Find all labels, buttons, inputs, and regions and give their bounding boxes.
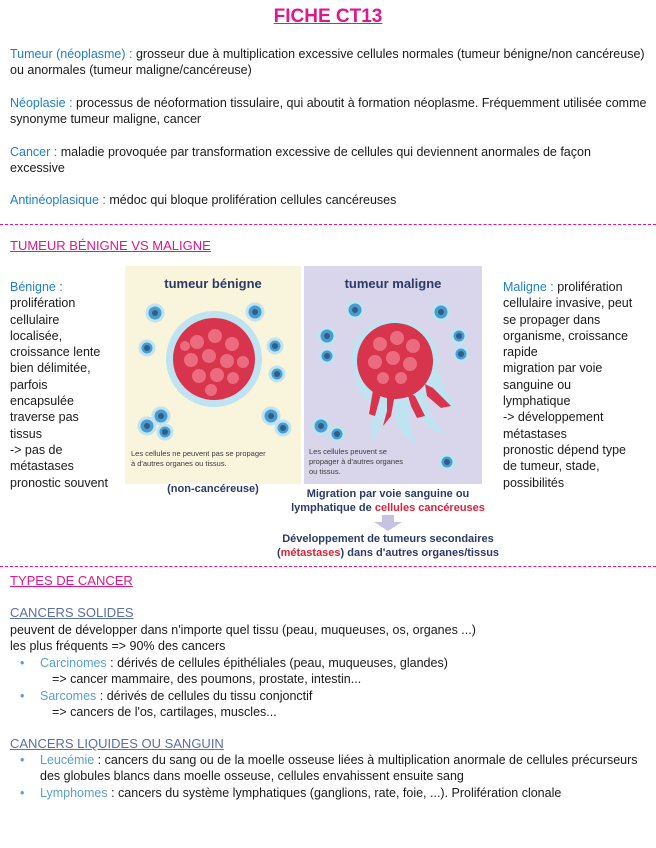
list-item-sub: => cancer mammaire, des poumons, prostate, intestin...	[52, 672, 362, 687]
bullet-icon: •	[20, 753, 25, 767]
maligne-description	[503, 279, 653, 491]
section-divider	[0, 566, 656, 567]
subheading-cancers-liquides: CANCERS LIQUIDES OU SANGUIN	[10, 736, 224, 751]
definition-cancer	[10, 144, 648, 176]
maligne-line: sanguine ou	[503, 377, 572, 392]
metastases-label	[270, 532, 506, 560]
down-arrow-icon	[371, 515, 405, 531]
maligne-line: pronostic dépend type	[503, 442, 627, 457]
malign-caption: propager à d'autres organes	[309, 457, 403, 466]
migration-label	[282, 487, 494, 515]
benigne-line: parfois	[10, 377, 48, 392]
maligne-line: rapide	[503, 345, 538, 360]
bullet-icon: •	[20, 655, 25, 670]
tumor-illustration	[125, 266, 482, 484]
benigne-line: localisée,	[10, 328, 63, 343]
definition-antineoplasique	[10, 192, 648, 208]
list-item-term: Carcinomes	[40, 655, 107, 670]
definition-text: processus de néoformation tissulaire, qui aboutit à formation néoplasme. Fréquemment utilisée comme synonyme tumeur maligne, cancer	[10, 96, 647, 126]
benigne-term: Bénigne :	[10, 280, 63, 294]
list-item-sub: => cancers de l'os, cartilages, muscles...	[52, 705, 277, 720]
benign-under-label: (non-cancéreuse)	[167, 483, 259, 495]
benigne-line: prolifération	[10, 296, 76, 311]
benigne-line: croissance lente	[10, 345, 101, 360]
definition-text: médoc qui bloque prolifération cellules cancéreuses	[105, 193, 397, 207]
benign-caption: Les cellules ne peuvent pas se propager	[131, 449, 266, 458]
migration-line: lymphatique de	[291, 502, 375, 514]
benigne-description	[10, 279, 128, 491]
list-item-term: Lymphomes	[40, 785, 108, 800]
cancers-liquides-content	[10, 752, 650, 801]
maligne-line: lymphatique	[503, 394, 571, 409]
maligne-line: possibilités	[503, 475, 565, 490]
solides-line: peuvent de développer dans n'importe quel tissu (peau, muqueuses, os, organes ...)	[10, 623, 476, 637]
section-heading-tumeur: TUMEUR BÉNIGNE VS MALIGNE	[10, 238, 211, 253]
section-divider	[0, 224, 656, 225]
bullet-icon: •	[20, 688, 25, 703]
malign-caption: ou tissus.	[309, 467, 341, 476]
maligne-line: migration par voie	[503, 361, 603, 376]
bullet-icon: •	[20, 785, 25, 800]
subheading-cancers-solides: CANCERS SOLIDES	[10, 605, 134, 620]
benign-tumor	[166, 311, 262, 407]
maligne-line: de tumeur, stade,	[503, 459, 600, 474]
benigne-line: traverse pas	[10, 410, 79, 425]
list-item-text: : dérivés de cellules du tissu conjonctif	[96, 688, 313, 703]
definition-term: Néoplasie :	[10, 96, 73, 110]
benigne-line: pronostic souvent	[10, 475, 108, 490]
malign-title: tumeur maligne	[344, 276, 442, 291]
definition-neoplasie	[10, 95, 648, 127]
metastases-line: (	[276, 547, 281, 559]
solides-line: les plus fréquents => 90% des cancers	[10, 639, 226, 654]
benigne-line: bien délimitée,	[10, 361, 91, 376]
benign-caption: à d'autres organes ou tissus.	[131, 459, 227, 468]
definition-term: Cancer :	[10, 145, 58, 159]
cancers-solides-content	[10, 622, 650, 720]
benigne-line: encapsulée	[10, 394, 74, 409]
benign-title: tumeur bénigne	[164, 276, 262, 291]
list-item-text: : cancers du système lymphatiques (ganglions, rate, foie, ...). Prolifération clonale	[107, 785, 562, 800]
benigne-line: tissus	[10, 426, 42, 441]
benigne-line: -> pas de	[10, 442, 63, 457]
maligne-line: prolifération	[553, 280, 623, 294]
maligne-term: Maligne :	[503, 280, 554, 294]
metastases-line: Développement de tumeurs secondaires	[282, 533, 494, 545]
section-heading-types: TYPES DE CANCER	[10, 573, 133, 588]
maligne-line: cellulaire invasive, peut	[503, 296, 633, 311]
page-title: FICHE CT13	[273, 6, 383, 27]
metastases-line: ) dans d'autres organes/tissus	[340, 547, 500, 559]
tumor-illustration-svg	[125, 266, 482, 484]
metastases-highlight: métastases	[280, 547, 341, 559]
maligne-line: métastases	[503, 426, 567, 441]
migration-line: Migration par voie sanguine ou	[306, 488, 470, 500]
list-item-text: : dérivés de cellules épithéliales (peau, muqueuses, glandes)	[106, 655, 448, 670]
list-item	[10, 752, 650, 785]
definition-text: maladie provoquée par transformation excessive de cellules qui deviennent anormales de façon excessive	[10, 145, 591, 175]
definition-term: Antinéoplasique :	[10, 193, 106, 207]
list-item	[10, 785, 650, 801]
list-item	[10, 655, 650, 671]
maligne-line: se propager dans	[503, 312, 601, 327]
definition-tumeur	[10, 46, 648, 78]
maligne-line: organisme, croissance	[503, 328, 629, 343]
definition-text: grosseur due à multiplication excessive cellules normales (tumeur bénigne/non cancéreuse) ou anormales (tumeur maligne/cancéreuse)	[10, 47, 645, 77]
list-item-term: Sarcomes	[40, 688, 97, 703]
list-item	[10, 688, 650, 704]
list-item-text: : cancers du sang ou de la moelle osseuse liées à multiplication anormale de cellules précurseurs des globules blancs dans moelle osseuse, cellules envahissent ensuite sang	[40, 753, 638, 784]
malign-caption: Les cellules peuvent se	[309, 447, 387, 456]
benigne-line: cellulaire	[10, 312, 60, 327]
maligne-line: -> développement	[503, 410, 604, 425]
migration-highlight: cellules cancéreuses	[374, 502, 485, 514]
definition-term: Tumeur (néoplasme) :	[10, 47, 133, 61]
list-item-term: Leucémie	[40, 753, 95, 767]
benigne-line: métastases	[10, 459, 74, 474]
